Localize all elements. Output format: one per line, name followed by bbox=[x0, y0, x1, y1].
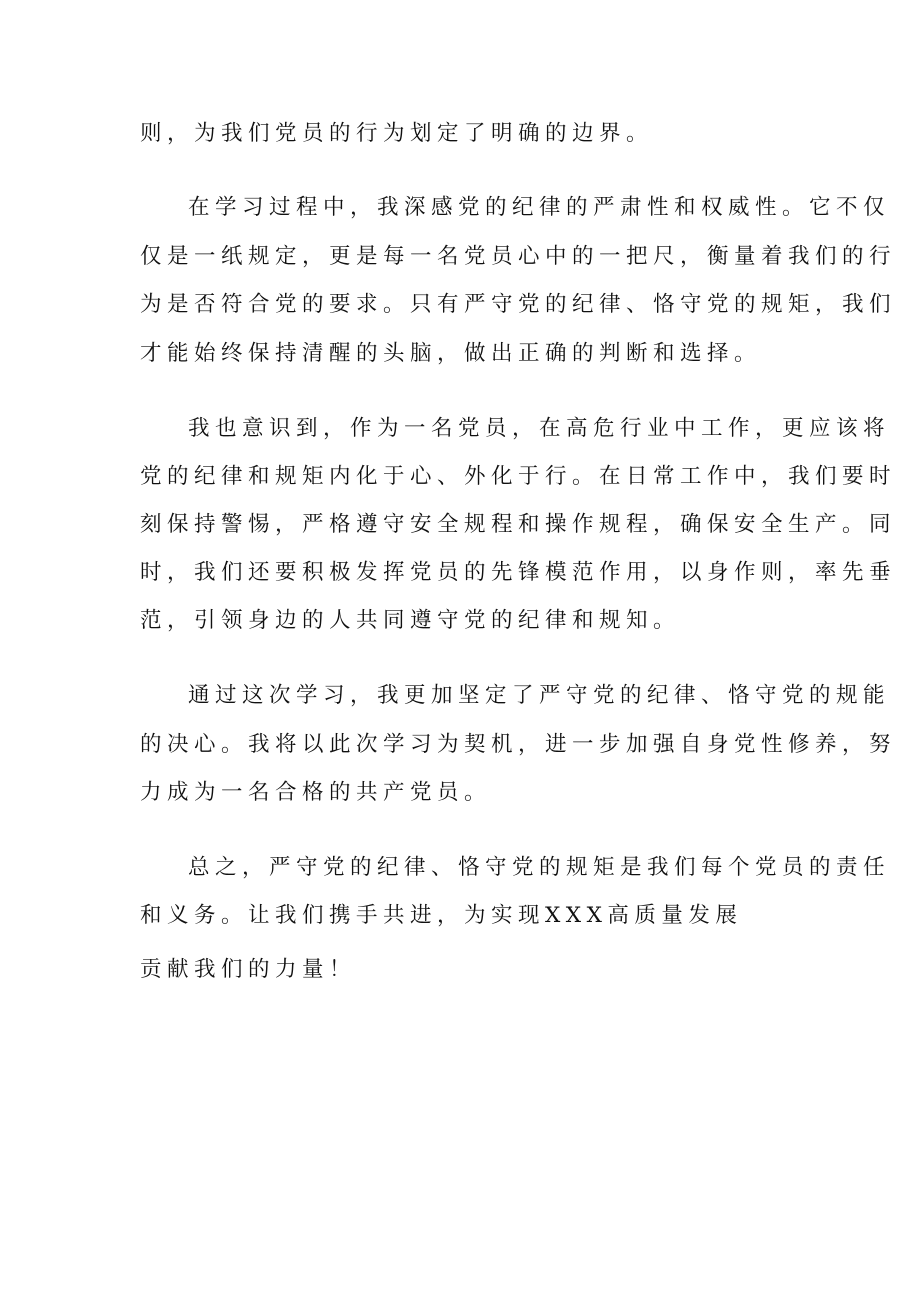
paragraph-line: 党的纪律和规矩内化于心、外化于行。在日常工作中，我们要时 bbox=[140, 464, 897, 489]
paragraph-line: 仅是一纸规定，更是每一名党员心中的一把尺，衡量着我们的行 bbox=[140, 244, 897, 269]
paragraph-line: 时，我们还要积极发挥党员的先锋模范作用，以身作则，率先垂 bbox=[140, 560, 897, 585]
paragraph-line: 则，为我们党员的行为划定了明确的边界。 bbox=[140, 121, 654, 146]
paragraph-line: 的决心。我将以此次学习为契机，进一步加强自身党性修养，努 bbox=[140, 732, 897, 757]
paragraph-line: 为是否符合党的要求。只有严守党的纪律、恪守党的规矩，我们 bbox=[140, 292, 897, 317]
paragraph-line: 范，引领身边的人共同遵守党的纪律和规知。 bbox=[140, 608, 681, 633]
paragraph-line: 总之，严守党的纪律、恪守党的规矩是我们每个党员的责任 bbox=[188, 855, 891, 880]
paragraph-line: 力成为一名合格的共产党员。 bbox=[140, 780, 492, 805]
paragraph-line: 才能始终保持清醒的头脑，做出正确的判断和选择。 bbox=[140, 341, 762, 366]
paragraph-line: 在学习过程中，我深感党的纪律的严肃性和权威性。它不仅 bbox=[188, 195, 891, 220]
paragraph-line: 贡献我们的力量！ bbox=[140, 957, 357, 982]
paragraph-line: 刻保持警惕，严格遵守安全规程和操作规程，确保安全生产。同 bbox=[140, 512, 897, 537]
paragraph-line: 和义务。让我们携手共进，为实现XXX高质量发展 bbox=[140, 903, 743, 928]
paragraph-line: 我也意识到，作为一名党员，在高危行业中工作，更应该将 bbox=[188, 416, 891, 441]
paragraph-line: 通过这次学习，我更加坚定了严守党的纪律、恪守党的规能 bbox=[188, 683, 891, 708]
